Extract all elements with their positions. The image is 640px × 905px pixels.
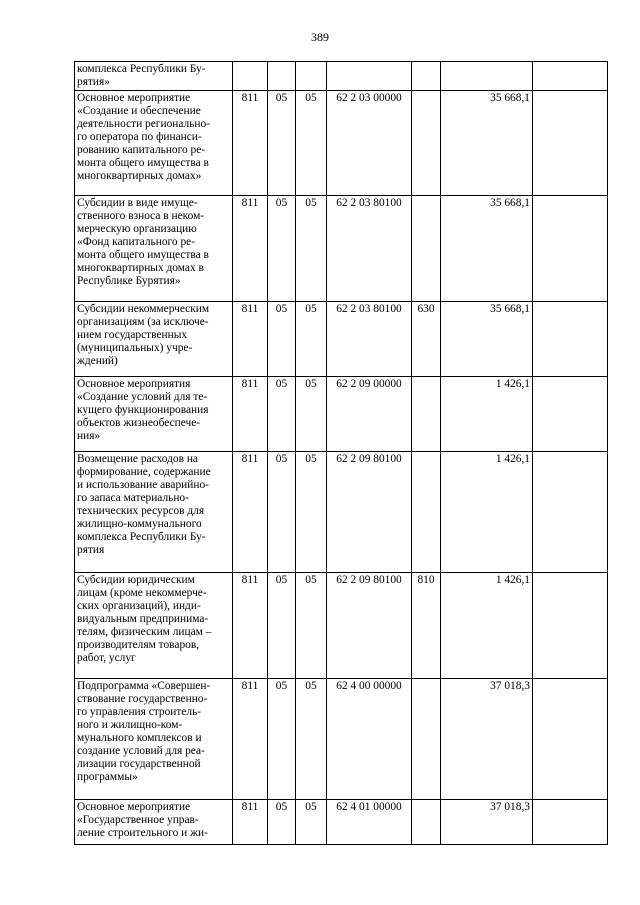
row-name: Субсидии в виде имуще- ственного взноса в неком- мерческую организацию «Фонд капитального ре- монта общего имущества в многоквартирных домах в Республике Бурятия»	[75, 196, 233, 302]
ministry-code: 811	[233, 196, 268, 302]
row-name: Основное мероприятие «Создание и обеспечение деятельности регионально- го оператора по финанси- рованию капитального ре- монта общего имущества в многоквартирных домах»	[75, 91, 233, 196]
section-code: 05	[268, 302, 296, 377]
ministry-code	[233, 62, 268, 91]
row-name: Основное мероприятие «Государственное управ- ление строительного и жи-	[75, 800, 233, 845]
expense-type-code	[412, 800, 441, 845]
target-article-code: 62 2 09 80100	[327, 452, 412, 573]
table-row	[75, 62, 608, 91]
amount: 35 668,1	[441, 196, 533, 302]
expense-type-code: 810	[412, 573, 441, 679]
extra-amount	[533, 302, 608, 377]
subsection-code: 05	[296, 91, 327, 196]
table-row	[75, 377, 608, 452]
subsection-code: 05	[296, 679, 327, 800]
table-row	[75, 302, 608, 377]
row-name: Субсидии некоммерческим организациям (за исключе- нием государственных (муниципальных) учре- ждений)	[75, 302, 233, 377]
expense-type-code	[412, 377, 441, 452]
expense-type-code: 630	[412, 302, 441, 377]
ministry-code: 811	[233, 679, 268, 800]
amount: 1 426,1	[441, 573, 533, 679]
target-article-code: 62 2 03 00000	[327, 91, 412, 196]
row-name: комплекса Республики Бу- рятия»	[75, 62, 233, 91]
row-name: Субсидии юридическим лицам (кроме некоммерче- ских организаций), инди- видуальным предпринима- телям, физическим лицам – производителям товаров, работ, услуг	[75, 573, 233, 679]
ministry-code: 811	[233, 573, 268, 679]
ministry-code: 811	[233, 452, 268, 573]
subsection-code: 05	[296, 800, 327, 845]
section-code: 05	[268, 573, 296, 679]
section-code: 05	[268, 377, 296, 452]
target-article-code: 62 2 09 00000	[327, 377, 412, 452]
section-code: 05	[268, 452, 296, 573]
target-article-code: 62 4 01 00000	[327, 800, 412, 845]
row-name: Основное мероприятия «Создание условий для те- кущего функционирования объектов жизнеобеспече- ния»	[75, 377, 233, 452]
subsection-code: 05	[296, 452, 327, 573]
extra-amount	[533, 196, 608, 302]
expense-type-code	[412, 62, 441, 91]
amount: 37 018,3	[441, 679, 533, 800]
extra-amount	[533, 91, 608, 196]
table-row	[75, 573, 608, 679]
amount: 35 668,1	[441, 91, 533, 196]
target-article-code: 62 2 03 80100	[327, 302, 412, 377]
subsection-code: 05	[296, 573, 327, 679]
expense-type-code	[412, 91, 441, 196]
amount: 35 668,1	[441, 302, 533, 377]
target-article-code: 62 2 09 80100	[327, 573, 412, 679]
extra-amount	[533, 679, 608, 800]
section-code: 05	[268, 679, 296, 800]
table-row	[75, 679, 608, 800]
expense-type-code	[412, 679, 441, 800]
expense-type-code	[412, 196, 441, 302]
target-article-code	[327, 62, 412, 91]
extra-amount	[533, 800, 608, 845]
budget-table	[74, 61, 608, 845]
extra-amount	[533, 452, 608, 573]
target-article-code: 62 4 00 00000	[327, 679, 412, 800]
amount: 1 426,1	[441, 452, 533, 573]
extra-amount	[533, 377, 608, 452]
amount: 37 018,3	[441, 800, 533, 845]
subsection-code: 05	[296, 196, 327, 302]
amount: 1 426,1	[441, 377, 533, 452]
extra-amount	[533, 62, 608, 91]
table-row	[75, 91, 608, 196]
row-name: Возмещение расходов на формирование, содержание и использование аварийно- го запаса материально- технических ресурсов для жилищно-коммунального комплекса Республики Бу- рятия	[75, 452, 233, 573]
section-code: 05	[268, 196, 296, 302]
row-name: Подпрограмма «Совершен- ствование государственно- го управления строитель- ного и жилищно-ком- мунального комплексов и создание условий для реа- лизации государственной программы»	[75, 679, 233, 800]
ministry-code: 811	[233, 91, 268, 196]
extra-amount	[533, 573, 608, 679]
table-row	[75, 196, 608, 302]
subsection-code: 05	[296, 377, 327, 452]
subsection-code	[296, 62, 327, 91]
target-article-code: 62 2 03 80100	[327, 196, 412, 302]
page-number: 389	[311, 30, 329, 44]
amount	[441, 62, 533, 91]
ministry-code: 811	[233, 377, 268, 452]
section-code: 05	[268, 91, 296, 196]
section-code: 05	[268, 800, 296, 845]
table-row	[75, 452, 608, 573]
ministry-code: 811	[233, 800, 268, 845]
section-code	[268, 62, 296, 91]
table-row	[75, 800, 608, 845]
subsection-code: 05	[296, 302, 327, 377]
expense-type-code	[412, 452, 441, 573]
ministry-code: 811	[233, 302, 268, 377]
